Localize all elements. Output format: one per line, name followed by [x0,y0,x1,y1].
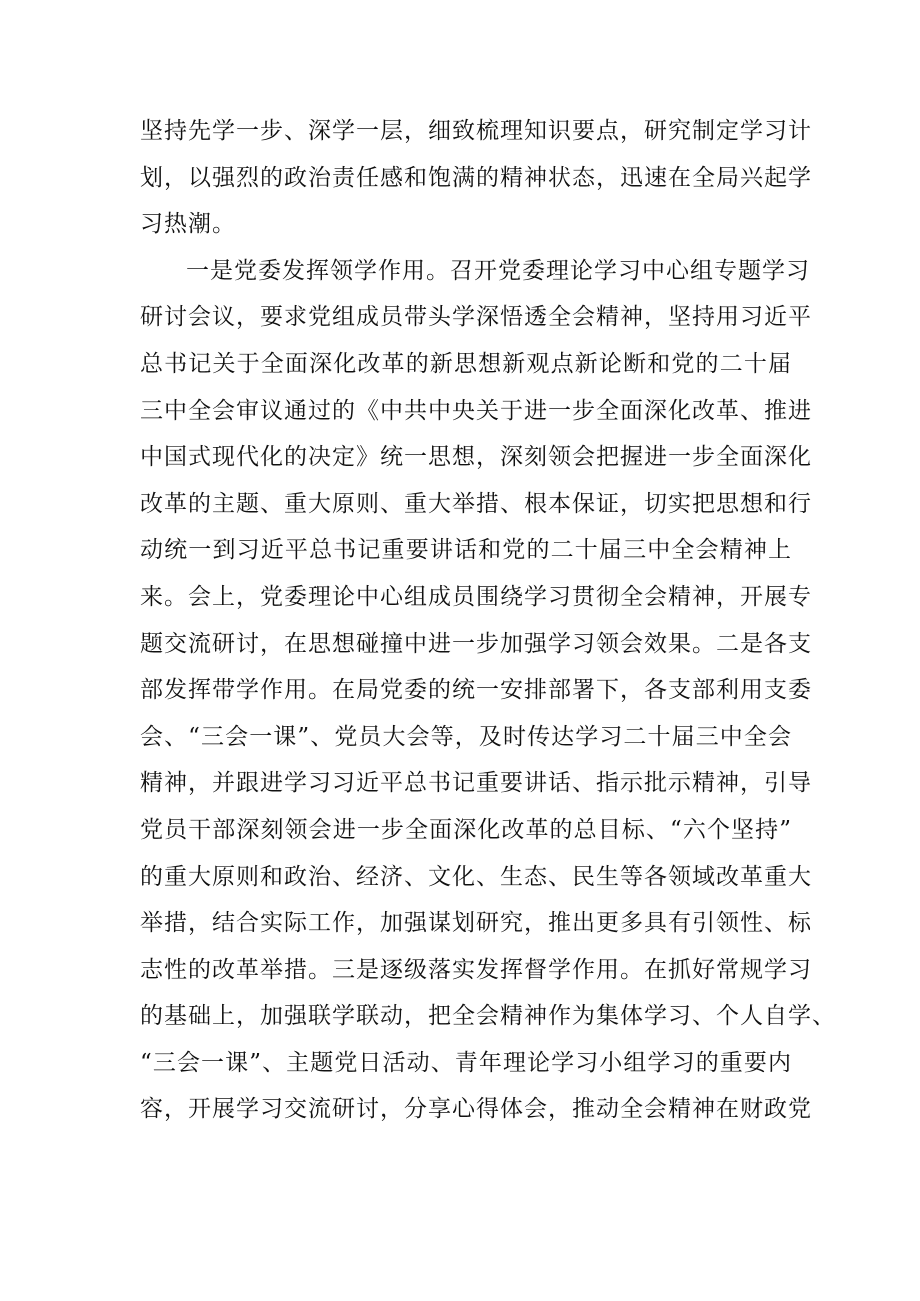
text-line: 题交流研讨，在思想碰撞中进一步加强学习领会效果。二是各支 [140,630,812,657]
text-line: 动统一到习近平总书记重要讲话和党的二十届三中全会精神上 [140,537,792,564]
text-line: 党员干部深刻领会进一步全面深化改革的总目标、“六个坚持” [140,816,792,843]
text-line: 精神，并跟进学习习近平总书记重要讲话、指示批示精神，引导 [140,770,812,797]
paragraph-1 [140,108,812,248]
text-line: 举措，结合实际工作，加强谋划研究，推出更多具有引领性、标 [140,910,812,937]
text-line: 来。会上，党委理论中心组成员围绕学习贯彻全会精神，开展专 [140,583,812,610]
text-line: 中国式现代化的决定》统一思想，深刻领会把握进一步全面深化 [140,444,812,471]
paragraph-2 [140,248,836,1133]
text-line: 总书记关于全面深化改革的新思想新观点新论断和党的二十届 [140,350,792,377]
text-line: 容，开展学习交流研讨，分享心得体会，推动全会精神在财政党 [140,1096,812,1123]
text-line: 志性的改革举措。三是逐级落实发挥督学作用。在抓好常规学习 [140,956,812,983]
text-line: 坚持先学一步、深学一层，细致梳理知识要点，研究制定学习计 [140,118,812,144]
text-line: 会、“三会一课”、党员大会等，及时传达学习二十届三中全会 [140,723,792,750]
text-line: 习热潮。 [140,211,236,238]
text-line: 的重大原则和政治、经济、文化、生态、民生等各领域改革重大 [140,863,812,890]
text-line: 部发挥带学作用。在局党委的统一安排部署下，各支部利用支委 [140,677,812,704]
text-line: 改革的主题、重大原则、重大举措、根本保证，切实把思想和行 [140,490,812,517]
text-line: 一是党委发挥领学作用。召开党委理论学习中心组专题学习 [186,257,810,284]
text-line: “三会一课”、主题党日活动、青年理论学习小组学习的重要内 [140,1049,792,1076]
text-line: 划，以强烈的政治责任感和饱满的精神状态，迅速在全局兴起学 [140,164,812,191]
text-line: 研讨会议，要求党组成员带头学深悟透全会精神，坚持用习近平 [140,304,812,331]
text-line: 的基础上，加强联学联动，把全会精神作为集体学习、个人自学、 [140,1003,836,1030]
document-body [140,108,836,1133]
text-line: 三中全会审议通过的《中共中央关于进一步全面深化改革、推进 [140,397,812,424]
